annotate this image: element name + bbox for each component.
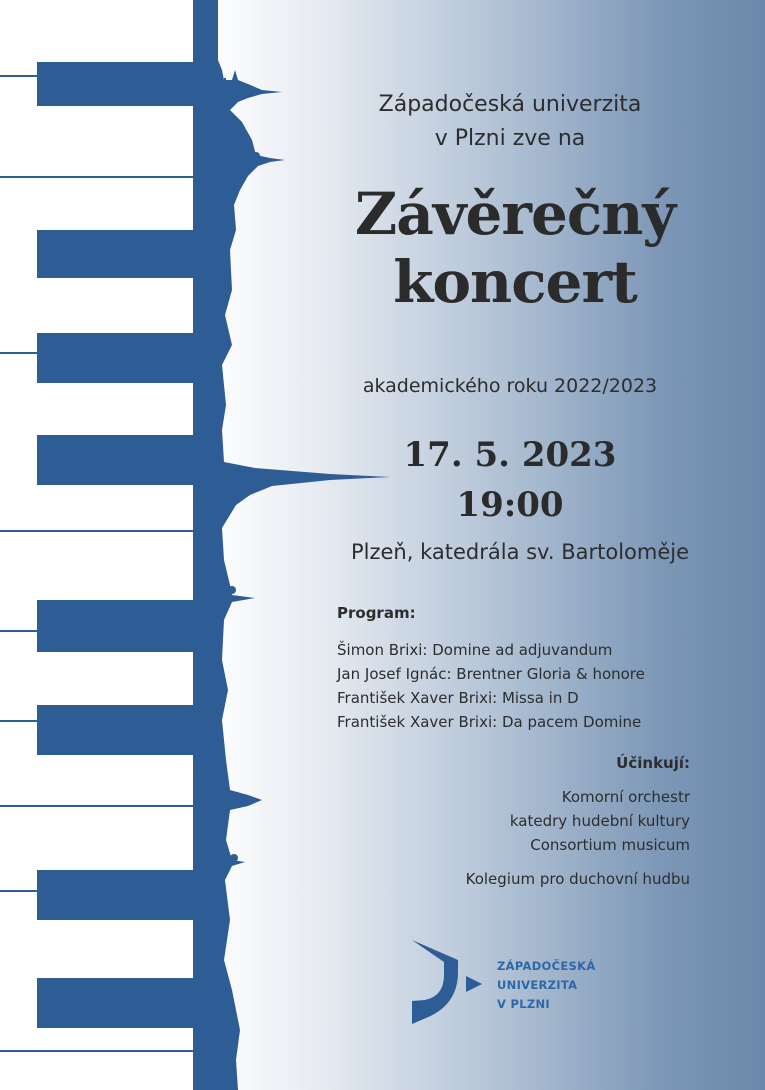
program-item: Šimon Brixi: Domine ad adjuvandum xyxy=(337,641,613,659)
logo-line-1: ZÁPADOČESKÁ xyxy=(497,959,596,973)
program-item: František Xaver Brixi: Missa in D xyxy=(337,689,579,707)
performer-item: Kolegium pro duchovní hudbu xyxy=(465,870,690,888)
program-heading: Program: xyxy=(337,604,416,622)
performers-list xyxy=(466,785,690,891)
performer-item: katedry hudební kultury xyxy=(509,812,690,830)
invite-line-1: Západočeská univerzita xyxy=(378,92,642,117)
event-venue: Plzeň, katedrála sv. Bartoloměje xyxy=(350,540,690,564)
program-item: František Xaver Brixi: Da pacem Domine xyxy=(337,713,642,731)
zcu-logo-icon xyxy=(412,940,482,1024)
academic-year-subtitle: akademického roku 2022/2023 xyxy=(362,375,658,397)
logo-line-3: V PLZNI xyxy=(497,997,551,1011)
program-item: Jan Josef Ignác: Brentner Gloria & honore xyxy=(337,665,645,683)
event-datetime xyxy=(340,430,680,530)
performer-item: Komorní orchestr xyxy=(561,788,690,806)
invitation-text xyxy=(330,88,690,156)
page-title xyxy=(320,180,710,316)
title-line-2: koncert xyxy=(393,248,637,316)
event-time: 19:00 xyxy=(456,485,564,525)
event-date: 17. 5. 2023 xyxy=(403,435,617,475)
title-line-1: Závěrečný xyxy=(354,180,676,248)
university-logo-text xyxy=(497,957,596,1014)
logo-line-2: UNIVERZITA xyxy=(497,978,578,992)
program-list xyxy=(337,638,645,734)
performers-heading: Účinkují: xyxy=(616,754,690,772)
invite-line-2: v Plzni zve na xyxy=(434,126,586,151)
performer-item: Consortium musicum xyxy=(530,836,690,854)
